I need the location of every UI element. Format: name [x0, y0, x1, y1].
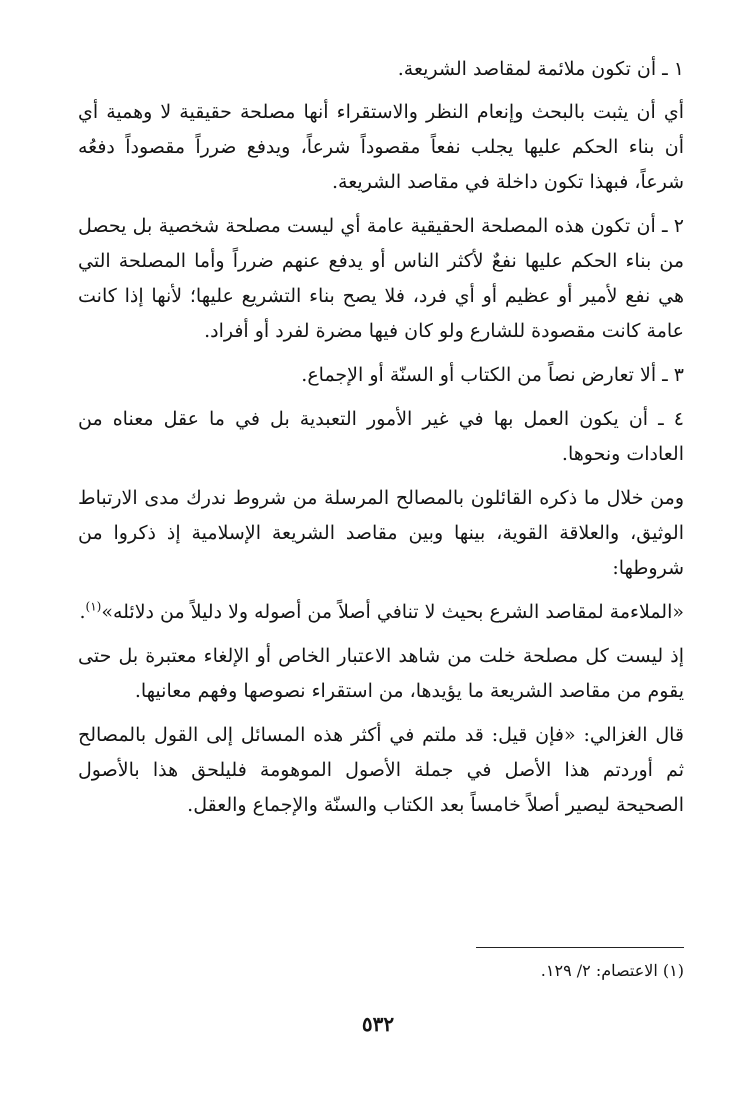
paragraph-condition-1: ١ ـ أن تكون ملائمة لمقاصد الشريعة. [397, 58, 684, 80]
text-block-upper [78, 52, 684, 823]
quote-text: «الملاءمة لمقاصد الشرع بحيث لا تنافي أصلاً من أصوله ولا دليلاً من دلائله» [101, 601, 684, 623]
paragraph-ghazali-quote: قال الغزالي: «فإن قيل: قد ملتم في أكثر هذه المسائل إلى القول بالمصالح ثم أوردتم هذا الأصل في جملة الأصول الموهومة فليلحق هذا بالأصول الصحيحة ليصير أصلاً خامساً بعد الكتاب والسنّة والإجماع والعقل. [78, 724, 684, 816]
footnote: (١) الاعتصام: ٢/ ١٢٩. [540, 961, 684, 980]
footnote-separator [476, 947, 684, 948]
paragraph-condition-1-explanation: أي أن يثبت بالبحث وإنعام النظر والاستقراء أنها مصلحة حقيقية لا وهمية أي أن بناء الحكم عليها يجلب نفعاً مقصوداً شرعاً، ويدفع ضرراً مقصوداً دفعُه شرعاً، فبهذا تكون داخلة في مقاصد الشريعة. [78, 101, 684, 193]
paragraph-interest-condition: إذ ليست كل مصلحة خلت من شاهد الاعتبار الخاص أو الإلغاء معتبرة بل حتى يقوم من مقاصد الشريعة ما يؤيدها، من استقراء نصوصها وفهم معانيها. [78, 645, 684, 702]
paragraph-quote [78, 595, 684, 630]
quote-tail: . [79, 601, 86, 623]
paragraph-condition-2: ٢ ـ أن تكون هذه المصلحة الحقيقية عامة أي ليست مصلحة شخصية بل يحصل من بناء الحكم عليها نفعٌ لأكثر الناس أو يدفع عنهم ضرراً وأما المصلحة التي هي نفع لأمير أو عظيم أو أي فرد، فلا يصح بناء التشريع عليها؛ لأنها إذا كانت عامة كانت مقصودة للشارع ولو كان فيها مضرة لفرد أو أفراد. [78, 215, 684, 342]
page-number: ٥٣٢ [361, 1012, 395, 1036]
footnote-ref: (١) [85, 599, 102, 614]
paragraph-condition-3: ٣ ـ ألا تعارض نصاً من الكتاب أو السنّة أو الإجماع. [301, 364, 684, 386]
paragraph-link-to-maqasid: ومن خلال ما ذكره القائلون بالمصالح المرسلة من شروط ندرك مدى الارتباط الوثيق، والعلاقة القوية، بينها وبين مقاصد الشريعة الإسلامية إذ ذكروا من شروطها: [78, 487, 684, 579]
paragraph-condition-4: ٤ ـ أن يكون العمل بها في غير الأمور التعبدية بل في ما عقل معناه من العادات ونحوها. [78, 408, 684, 465]
